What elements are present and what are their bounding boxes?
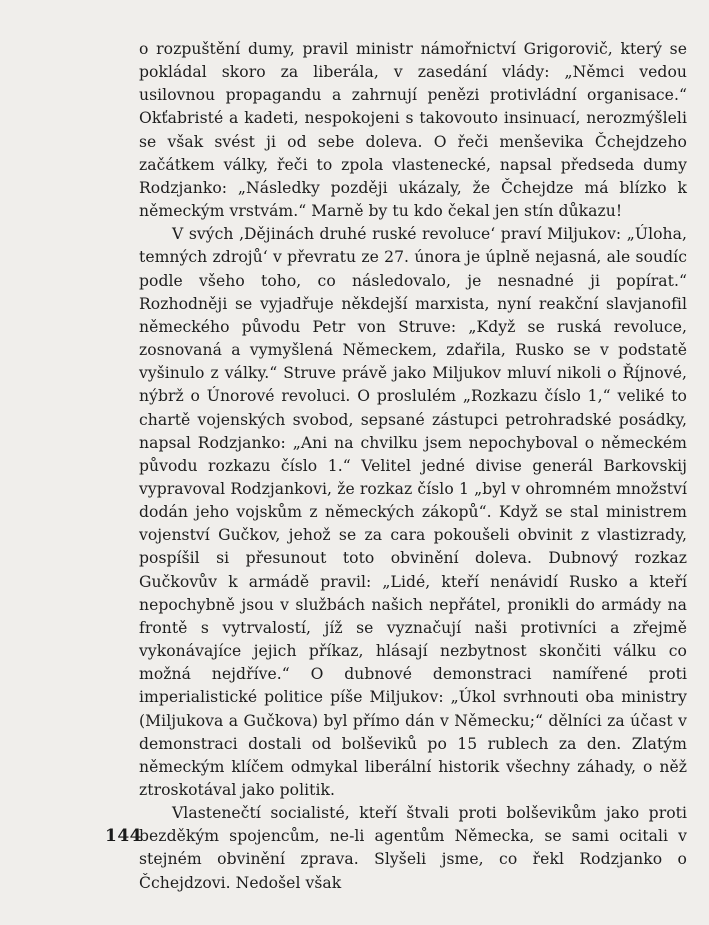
paragraph-continuation: o rozpuštění dumy, pravil ministr námořnictví Grigorovič, který se pokládal skoro za liberála, v zasedání vlády: „Němci vedou usilovnou propagandu a zahrnují penězi protivládní organisace.“ Okťabristé a kadeti, nespokojeni s takovouto insinuací, nerozmýšleli se však svést ji od sebe doleva. O řeči menševika Čchejdzeho začátkem války, řeči to zpola vlastenecké, napsal předseda dumy Rodzjanko: „Následky později ukázaly, že Čchejdze má blízko k německým vrstvám.“ Marně by tu kdo čekal jen stín důkazu! xyxy=(139,40,687,221)
page-number: 144 xyxy=(105,826,142,846)
body-text xyxy=(139,38,687,895)
paragraph-miljukov: V svých ‚Dějinách druhé ruské revoluce‘ praví Miljukov: „Úloha, temných zdrojů‘ v převratu ze 27. února je úplně nejasná, ale soudíc podle všeho toho, co následovalo, je nesnadné ji popírat.“ Rozhodněji se vyjadřuje někdejší marxista, nyní reakční slavjanofil německého původu Petr von Struve: „Když se ruská revoluce, zosnovaná a vymyšlená Německem, zdařila, Rusko se v podstatě vyšinulo z války.“ Struve právě jako Miljukov mluví nikoli o Říjnové, nýbrž o Únorové revoluci. O proslulém „Rozkazu číslo 1,“ veliké to chartě vojenských svobod, sepsané zástupci petrohradské posádky, napsal Rodzjanko: „Ani na chvilku jsem nepochyboval o německém původu rozkazu číslo 1.“ Velitel jedné divise generál Barkovskij vypravoval Rodzjankovi, že rozkaz číslo 1 „byl v ohromném množství dodán jeho vojskům z německých zákopů“. Když se stal ministrem vojenství Gučkov, jehož se za cara pokoušeli obvinit z vlastizrady, pospíšil si přesunout toto obvinění doleva. Dubnový rozkaz Gučkovův k armádě pravil: „Lidé, kteří nenávidí Rusko a kteří nepochybně jsou v službách našich nepřátel, pronikli do armády na frontě s vytrvalostí, jíž se vyznačují naši protivníci a zřejmě vykonávajíce jejich příkaz, hlásají nezbytnost skončiti válku co možná nejdříve.“ O dubnové demonstraci namířené proti imperialistické politice píše Miljukov: „Úkol svrhnouti oba ministry (Miljukova a Gučkova) byl přímo dán v Německu;“ dělníci za účast v demonstraci dostali od bolševiků po 15 rublech za den. Zlatým německým klíčem odmykal liberální historik všechny záhady, o něž ztroskotával jako politik. xyxy=(139,225,687,799)
paragraph-patriotic-socialists: Vlastenečtí socialisté, kteří štvali proti bolševikům jako proti bezděkým spojencům, ne-li agentům Německa, se sami ocitali v stejném obvinění zprava. Slyšeli jsme, co řekl Rodzjanko o Čchejdzovi. Nedošel však xyxy=(139,804,687,892)
